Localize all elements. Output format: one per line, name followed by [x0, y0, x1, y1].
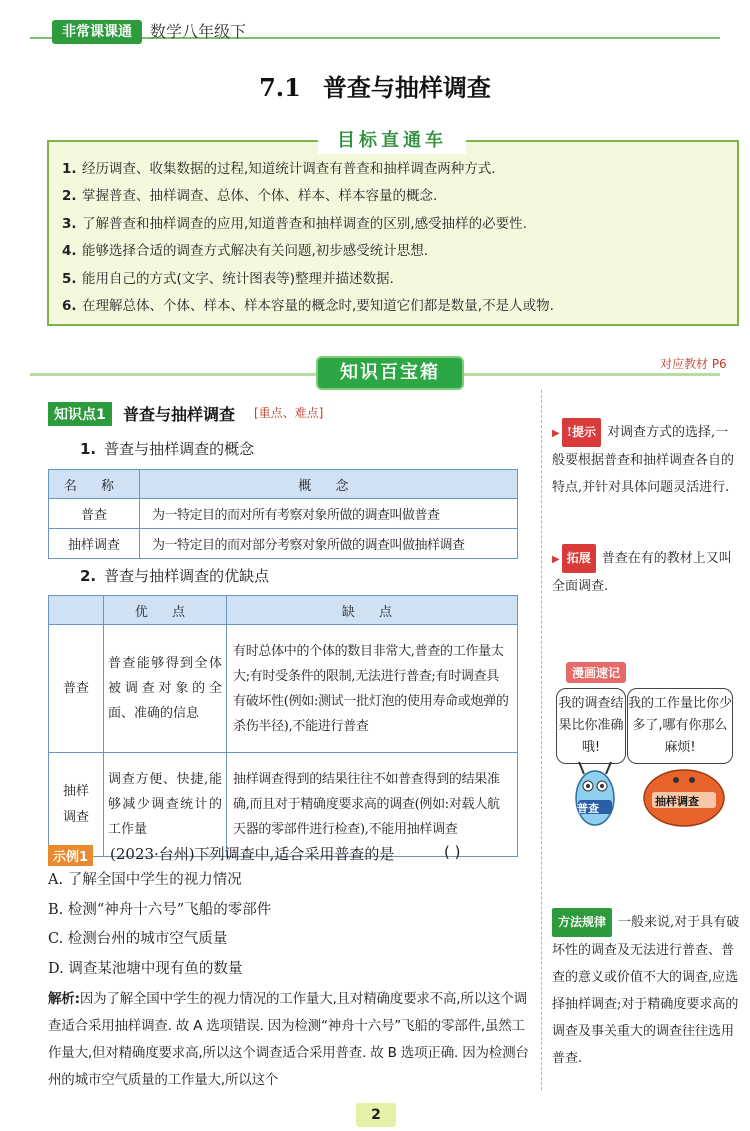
option-a: A. 了解全国中学生的视力情况: [48, 872, 242, 888]
table-header: 缺 点: [227, 596, 518, 625]
table-cell: 普查: [49, 499, 140, 529]
sampling-character: [636, 762, 732, 828]
objective-item: 6. 在理解总体、个体、样本、样本容量的概念时,要知道它们都是数量,不是人或物.: [62, 297, 554, 314]
series-tag: 非常课课通: [52, 20, 142, 44]
pros-cons-table: [48, 595, 518, 857]
table-header: 优 点: [104, 596, 227, 625]
speech-bubble-census: 我的调查结果比你准确哦!: [556, 688, 626, 764]
option-c: C. 检测台州的城市空气质量: [48, 931, 228, 947]
extension-text: 普查在有的教材上又叫全面调查.: [552, 551, 732, 594]
tip-tag: !提示: [562, 418, 601, 447]
method-note: [552, 908, 742, 1072]
example-options: [48, 866, 271, 984]
table-header: 概 念: [140, 470, 518, 499]
table-cell: 普查能够得到全体被调查对象的全面、准确的信息: [104, 625, 227, 753]
option-d: D. 调查某池塘中现有鱼的数量: [48, 960, 243, 977]
table-row: [49, 529, 518, 559]
example-tag: 示例1: [48, 845, 93, 866]
sampling-character-label: 抽样调查: [655, 795, 699, 808]
census-character: [570, 760, 620, 830]
tip-note: [552, 418, 738, 501]
analysis-label: 解析:: [48, 991, 80, 1007]
textbook-reference: 对应教材 P6: [660, 357, 727, 371]
analysis-text: 因为了解全国中学生的视力情况的工作量大,且对精确度要求不高,所以这个调查适合采用抽样调查. 故 A 选项错误. 因为检测“神舟十六号”飞船的零部件,虽然工作量大,但对精确度要求高,所以这个调查适合采用普查. 故 B 选项正确. 因为检测台州的城市空气质量的工作量大,所以这个: [48, 991, 529, 1088]
table-header-blank: [49, 596, 104, 625]
knowledge-point-title: 普查与抽样调查: [123, 405, 236, 424]
objectives-list: [62, 156, 732, 320]
comic-tag: 漫画速记: [566, 662, 626, 683]
objective-item: 4. 能够选择合适的调查方式解决有关问题,初步感受统计思想.: [62, 243, 429, 260]
table-cell: 有时总体中的个体的数目非常大,普查的工作量太大;有时受条件的限制,无法进行普查;有时调查具有破坏性(例如:测试一批灯泡的使用寿命或炮弹的杀伤半径),不能进行普查: [227, 625, 518, 753]
table-row: [49, 753, 518, 857]
sidebar-divider: [541, 390, 542, 1090]
knowledge-point-tag: 知识点1: [48, 402, 112, 426]
concepts-table: [48, 469, 518, 559]
table-header-row: [49, 596, 518, 625]
speech-bubble-sampling: 我的工作量比你少多了,哪有你那么麻烦!: [627, 688, 733, 764]
table-header-row: [49, 470, 518, 499]
census-character-label: 普查: [577, 802, 599, 815]
method-text: 一般来说,对于具有破坏性的调查及无法进行普查、普查的意义或价值不大的调查,应选择抽样调查;对于精确度要求高的调查及事关重大的调查往往选用普查.: [552, 915, 740, 1066]
table-cell: 调查方便、快捷,能够减少调查统计的工作量: [104, 753, 227, 857]
section-number: 7.1: [259, 73, 301, 102]
census-character-icon: [570, 760, 620, 830]
arrow-icon: ▶: [552, 428, 560, 439]
method-tag: 方法规律: [552, 908, 612, 937]
page-title: [0, 68, 750, 103]
option-b: B. 检测“神舟十六号”飞船的零部件: [48, 901, 272, 918]
table-cell: 抽样 调查: [49, 753, 104, 857]
objectives-heading: 目标直通车: [318, 128, 466, 154]
arrow-icon: ▶: [552, 554, 560, 565]
example-analysis: [48, 986, 533, 1094]
table-cell: 普查: [49, 625, 104, 753]
section-title: 普查与抽样调查: [322, 73, 491, 102]
extension-note: [552, 544, 738, 600]
example-question: (2023·台州)下列调查中,适合采用普查的是: [110, 845, 395, 863]
knowledge-point-badge: [重点、难点]: [254, 406, 324, 420]
table-cell: 抽样调查得到的结果往往不如普查得到的结果准确,而且对于精确度要求高的调查(例如:对载人航天器的零部件进行检查),不能用抽样调查: [227, 753, 518, 857]
table-cell: 为一特定目的而对所有考察对象所做的调查叫做普查: [140, 499, 518, 529]
subheading-pros-cons: 2. 普查与抽样调查的优缺点: [80, 567, 270, 585]
tip-text: 对调查方式的选择,一般要根据普查和抽样调查各自的特点,并针对具体问题灵活进行.: [552, 425, 735, 495]
subheading-concepts: 1. 普查与抽样调查的概念: [80, 440, 255, 458]
section-banner: 知识百宝箱: [318, 358, 462, 388]
table-row: [49, 499, 518, 529]
objective-item: 5. 能用自己的方式(文字、统计图表等)整理并描述数据.: [62, 270, 394, 287]
objective-item: 1. 经历调查、收集数据的过程,知道统计调查有普查和抽样调查两种方式.: [62, 161, 496, 177]
extension-tag: 拓展: [562, 544, 596, 573]
answer-blank: ( ): [444, 843, 461, 861]
table-header: 名 称: [49, 470, 140, 499]
table-row: [49, 625, 518, 753]
objective-item: 2. 掌握普查、抽样调查、总体、个体、样本、样本容量的概念.: [62, 188, 438, 205]
page-number: 2: [356, 1103, 396, 1127]
table-cell: 抽样调查: [49, 529, 140, 559]
table-cell: 为一特定目的而对部分考察对象所做的调查叫做抽样调查: [140, 529, 518, 559]
objective-item: 3. 了解普查和抽样调查的应用,知道普查和抽样调查的区别,感受抽样的必要性.: [62, 215, 527, 232]
book-title: 数学八年级下: [150, 22, 247, 41]
